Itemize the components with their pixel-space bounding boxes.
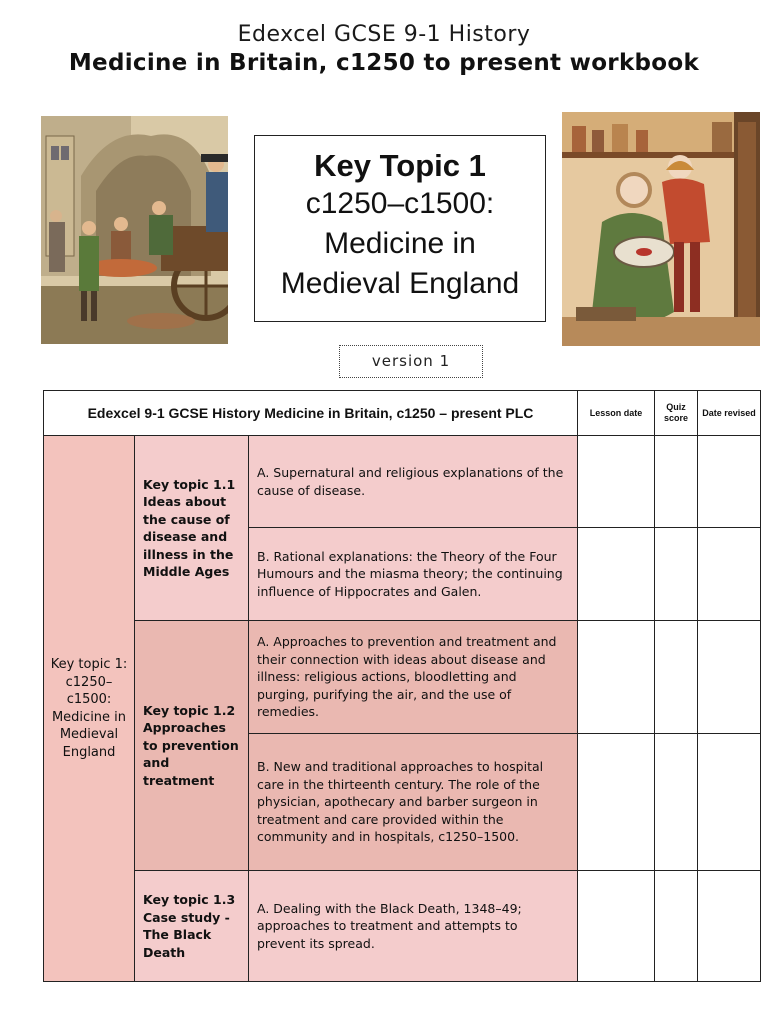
lesson-date-input[interactable] (578, 871, 655, 982)
quiz-score-input[interactable] (655, 528, 698, 621)
lesson-date-input[interactable] (578, 528, 655, 621)
plc-table (43, 390, 761, 982)
apothecary-scene-image (562, 112, 760, 346)
date-revised-input[interactable] (698, 528, 761, 621)
date-revised-input[interactable] (698, 621, 761, 734)
key-topic-title-box (254, 135, 546, 322)
lesson-date-input[interactable] (578, 436, 655, 528)
quiz-score-input[interactable] (655, 436, 698, 528)
lesson-date-input[interactable] (578, 734, 655, 871)
workbook-title: Medicine in Britain, c1250 to present workbook (68, 50, 700, 76)
date-revised-input[interactable] (698, 734, 761, 871)
date-revised-input[interactable] (698, 436, 761, 528)
lesson-date-header: Lesson date (578, 391, 655, 436)
objective-cell: B. Rational explanations: the Theory of the Four Humours and the miasma theory; the continuing influence of Hippocrates and Galen. (249, 528, 578, 621)
quiz-score-input[interactable] (655, 621, 698, 734)
key-topic-dates: c1250–c1500: (305, 187, 495, 220)
objective-cell: A. Dealing with the Black Death, 1348–49; approaches to treatment and attempts to prevent its spread. (249, 871, 578, 982)
date-revised-header: Date revised (698, 391, 761, 436)
table-row (44, 621, 761, 734)
key-topic-name-line1: Medicine in (324, 227, 476, 260)
plague-scene-image (41, 116, 228, 344)
sub-topic-cell: Key topic 1.1 Ideas about the cause of disease and illness in the Middle Ages (135, 436, 249, 621)
sub-topic-cell: Key topic 1.3 Case study - The Black Death (135, 871, 249, 982)
key-topic-cell: Key topic 1: c1250–c1500: Medicine in Medieval England (44, 436, 135, 982)
objective-cell: A. Approaches to prevention and treatment and their connection with ideas about disease and illness: religious actions, bloodletting and purging, purifying the air, and the use of remedies. (249, 621, 578, 734)
sub-topic-cell: Key topic 1.2 Approaches to prevention and treatment (135, 621, 249, 871)
objective-cell: B. New and traditional approaches to hospital care in the thirteenth century. The role of the physician, apothecary and barber surgeon in treatment and care provided within the community and in hospitals, c1250–1500. (249, 734, 578, 871)
quiz-score-header: Quiz score (655, 391, 698, 436)
date-revised-input[interactable] (698, 871, 761, 982)
objective-cell: A. Supernatural and religious explanations of the cause of disease. (249, 436, 578, 528)
quiz-score-input[interactable] (655, 734, 698, 871)
key-topic-heading: Key Topic 1 (314, 148, 486, 183)
lesson-date-input[interactable] (578, 621, 655, 734)
workbook-subject: Edexcel GCSE 9-1 History (237, 22, 531, 47)
plc-header-title: Edexcel 9-1 GCSE History Medicine in Britain, c1250 – present PLC (44, 391, 578, 436)
table-row (44, 436, 761, 528)
table-row (44, 871, 761, 982)
quiz-score-input[interactable] (655, 871, 698, 982)
version-label: version 1 (339, 345, 483, 378)
key-topic-name-line2: Medieval England (280, 267, 520, 300)
plc-header-row (44, 391, 761, 436)
